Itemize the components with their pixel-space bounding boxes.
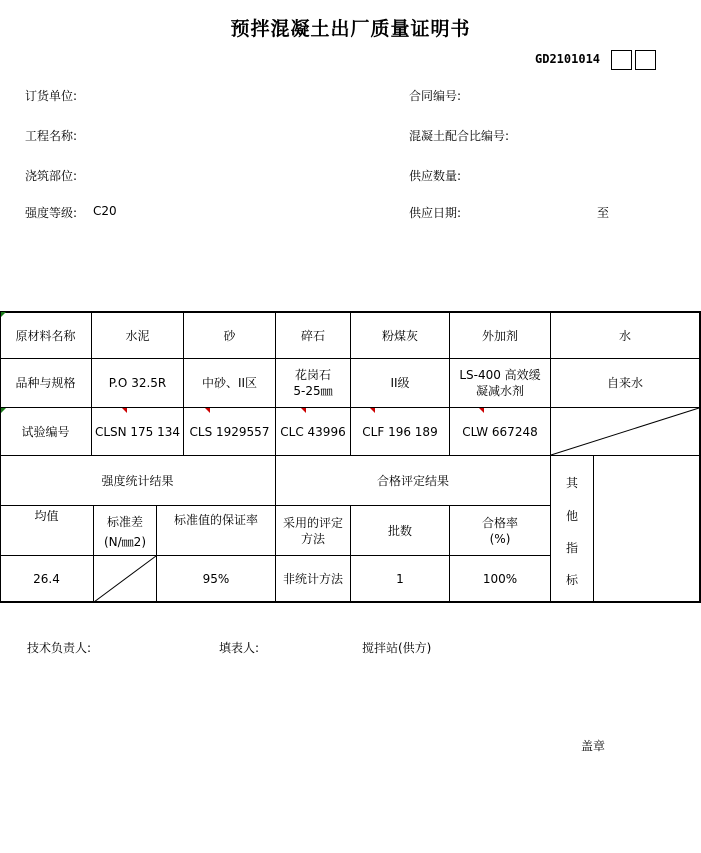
strength-grade-label: 强度等级: (25, 206, 78, 220)
strength-stats-title: 强度统计结果 (101, 473, 174, 488)
method-value: 非统计方法 (282, 571, 343, 586)
spec-flyash: II级 (390, 376, 410, 390)
std-header-line2: (N/㎜2) (103, 535, 147, 549)
spec-admixture (450, 359, 550, 407)
material-admixture: 外加剂 (481, 328, 518, 343)
test-flyash: CLF 196 189 (362, 424, 438, 439)
method-header-line2: 方法 (300, 531, 325, 546)
spec-gravel-line2: 5-25㎜ (293, 384, 333, 398)
document-number: GD2101014 (535, 52, 601, 66)
material-flyash: 粉煤灰 (381, 328, 418, 343)
material-water: 水 (618, 328, 631, 343)
batch-value: 1 (396, 571, 404, 586)
material-sand: 砂 (223, 328, 236, 343)
spec-admixture-line2: 凝减水剂 (475, 384, 524, 398)
pass-rate-header (450, 506, 550, 555)
pour-location-label: 浇筑部位: (25, 169, 78, 183)
pass-rate-value: 100% (482, 571, 518, 586)
pass-rate-header-line1: 合格率 (481, 515, 518, 530)
std-header-line1: 标准差 (106, 515, 143, 529)
test-admixture: CLW 667248 (462, 424, 538, 439)
station-label: 搅拌站(供方) (362, 641, 432, 655)
batch-header: 批数 (387, 523, 412, 538)
guarantee-header: 标准值的保证率 (173, 513, 258, 527)
spec-gravel (276, 359, 350, 407)
material-cement: 水泥 (125, 328, 150, 343)
method-header-line1: 采用的评定 (282, 515, 343, 530)
project-name-label: 工程名称: (25, 129, 78, 143)
test-sand: CLS 1929557 (189, 424, 270, 439)
spec-water: 自来水 (606, 376, 643, 390)
customer-label: 订货单位: (25, 89, 78, 103)
spec-admixture-line1: LS-400 高效缓 (459, 368, 541, 382)
conformity-title: 合格评定结果 (376, 473, 449, 488)
material-gravel: 碎石 (300, 328, 325, 343)
seal-label: 盖章 (581, 739, 606, 753)
spec-header: 品种与规格 (15, 376, 76, 390)
method-header (276, 506, 350, 555)
spec-cement: P.O 32.5R (108, 376, 167, 390)
test-cement: CLSN 175 134 (94, 424, 181, 439)
pass-rate-header-line2: (%) (489, 531, 511, 546)
doc-number-box-1[interactable] (611, 50, 632, 70)
test-header: 试验编号 (21, 424, 70, 439)
other-indicator-char: 其 (565, 476, 578, 490)
mix-no-label: 混凝土配合比编号: (409, 129, 510, 143)
filled-by-label: 填表人: (219, 641, 260, 655)
doc-number-box-2[interactable] (635, 50, 656, 70)
mean-value: 26.4 (33, 571, 60, 586)
material-name-header: 原材料名称 (15, 328, 76, 343)
spec-gravel-line1: 花岗石 (294, 368, 331, 382)
tech-lead-label: 技术负责人: (27, 641, 92, 655)
quality-table (0, 311, 700, 603)
strength-grade-value: C20 (93, 204, 117, 218)
other-indicator-char: 指 (565, 541, 578, 555)
date-to-label: 至 (597, 206, 610, 220)
mean-header: 均值 (34, 509, 59, 523)
other-indicator-char: 他 (565, 509, 578, 523)
contract-no-label: 合同编号: (409, 89, 462, 103)
test-gravel: CLC 43996 (280, 424, 346, 439)
spec-sand: 中砂、II区 (201, 376, 258, 390)
std-header (94, 506, 156, 555)
page-title: 预拌混凝土出厂质量证明书 (230, 18, 471, 40)
other-indicator-char: 标 (565, 573, 578, 587)
supply-qty-label: 供应数量: (409, 169, 462, 183)
supply-date-label: 供应日期: (409, 206, 462, 220)
guarantee-value: 95% (202, 571, 230, 586)
